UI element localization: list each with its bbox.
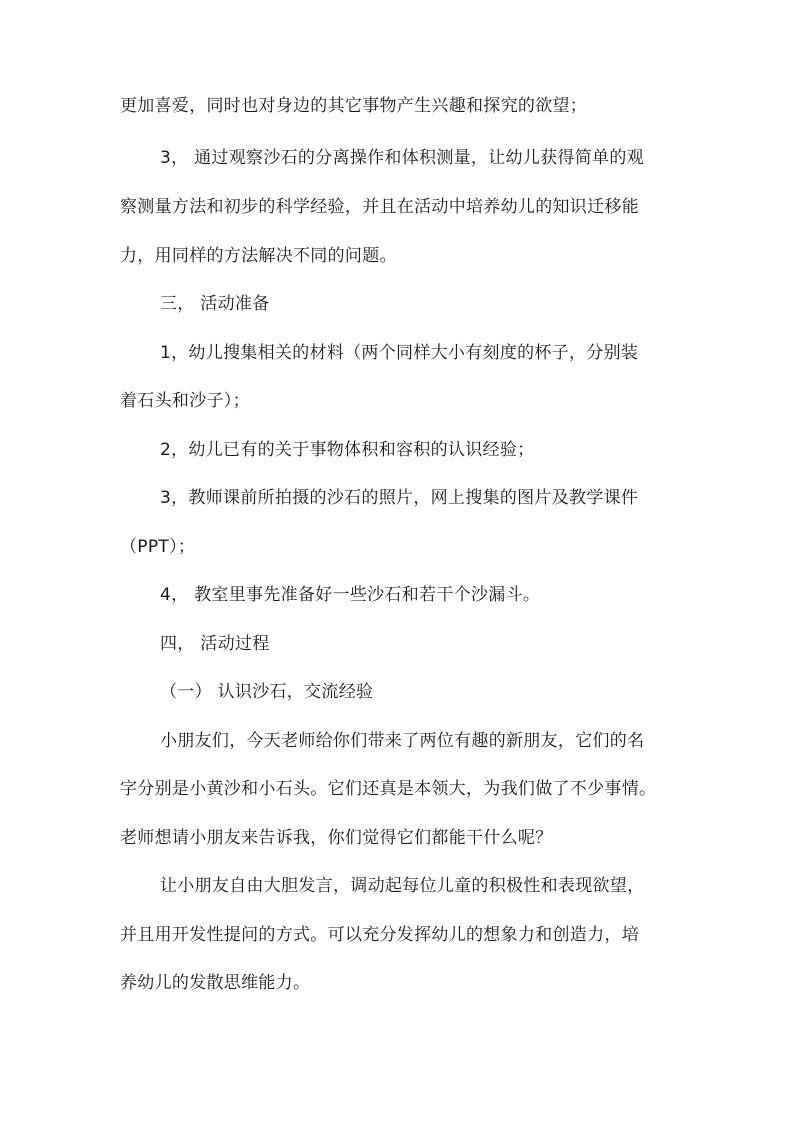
list-item-3: 3，教师课前所拍摄的沙石的照片，网上搜集的图片及教学课件 xyxy=(160,488,639,508)
body-text-line: 养幼儿的发散思维能力。 xyxy=(120,973,311,993)
list-item-4: 4， 教室里事先准备好一些沙石和若干个沙漏斗。 xyxy=(160,585,541,605)
list-item-3: 3， 通过观察沙石的分离操作和体积测量，让幼儿获得简单的观 xyxy=(160,148,644,168)
section-heading-4: 四， 活动过程 xyxy=(160,634,270,654)
body-text-line: 小朋友们，今天老师给你们带来了两位有趣的新朋友，它们的名 xyxy=(160,731,645,751)
body-text-line: 并且用开发性提问的方式。可以充分发挥幼儿的想象力和创造力，培 xyxy=(120,925,639,945)
subsection-heading: （一） 认识沙石，交流经验 xyxy=(160,682,374,702)
body-text-line: 察测量方法和初步的科学经验，并且在活动中培养幼儿的知识迁移能 xyxy=(120,197,639,217)
body-text-line: 力，用同样的方法解决不同的问题。 xyxy=(120,246,397,266)
body-text-line: 老师想请小朋友来告诉我，你们觉得它们都能干什么呢？ xyxy=(120,828,553,848)
body-text-line: （PPT）； xyxy=(120,537,196,557)
body-text-line: 更加喜爱，同时也对身边的其它事物产生兴趣和探究的欲望； xyxy=(120,96,588,116)
list-item-1: 1，幼儿搜集相关的材料（两个同样大小有刻度的杯子，分别装 xyxy=(160,343,639,363)
body-text-line: 着石头和沙子）； xyxy=(120,391,250,411)
list-item-2: 2，幼儿已有的关于事物体积和容积的认识经验； xyxy=(160,440,535,460)
body-text-line: 让小朋友自由大胆发言，调动起每位儿童的积极性和表现欲望， xyxy=(160,876,645,896)
section-heading-3: 三， 活动准备 xyxy=(160,294,270,314)
body-text-line: 字分别是小黄沙和小石头。它们还真是本领大，为我们做了不少事情。 xyxy=(120,779,657,799)
